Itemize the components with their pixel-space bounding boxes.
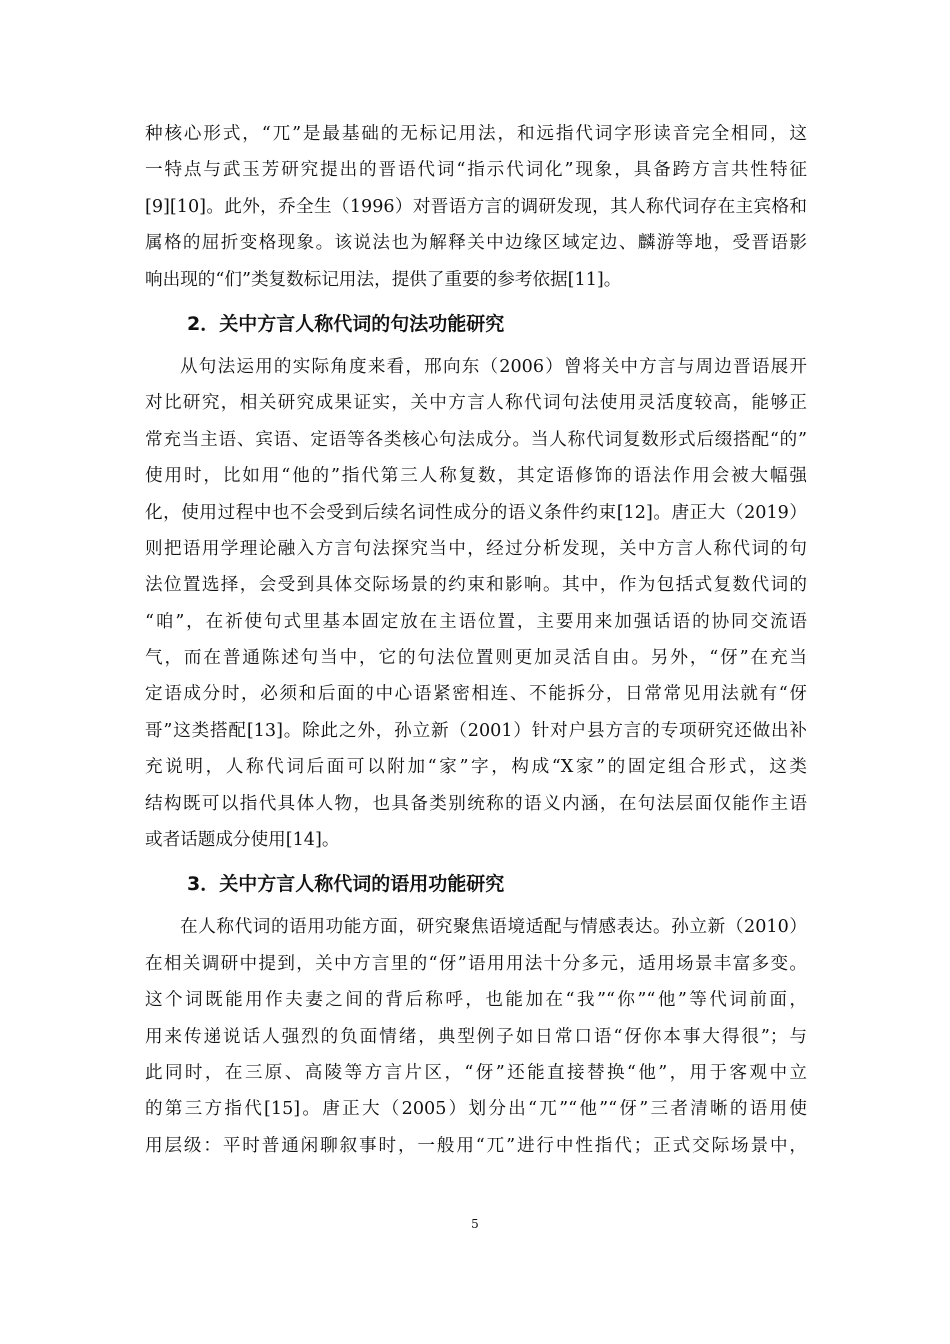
text-line: 在相关调研中提到，关中方言里的“伢”语用用法十分多元，适用场景丰富多变。	[145, 953, 807, 974]
pragmatics-paragraph	[145, 909, 807, 1164]
text-line: 或者话题成分使用[14]。	[145, 830, 340, 851]
text-line: 从句法运用的实际角度来看，邢向东（2006）曾将关中方言与周边晋语展开	[180, 356, 807, 377]
text-line: 定语成分时，必须和后面的中心语紧密相连、不能拆分，日常常见用法就有“伢	[145, 684, 807, 705]
intro-paragraph	[145, 116, 807, 298]
text-line: 法位置选择，会受到具体交际场景的约束和影响。其中，作为包括式复数代词的	[145, 575, 807, 596]
page-number: 5	[471, 1217, 479, 1231]
text-line: 用层级：平时普通闲聊叙事时，一般用“兀”进行中性指代；正式交际场景中，	[145, 1135, 807, 1156]
text-line: 一特点与武玉芳研究提出的晋语代词“指示代词化”现象，具备跨方言共性特征	[145, 160, 807, 181]
text-line: 响出现的“们”类复数标记用法，提供了重要的参考依据[11]。	[145, 269, 622, 290]
text-line: 充说明，人称代词后面可以附加“家”字，构成“X家”的固定组合形式，这类	[145, 757, 807, 778]
text-line: 对比研究，相关研究成果证实，关中方言人称代词句法使用灵活度较高，能够正	[145, 393, 807, 414]
text-line: 在人称代词的语用功能方面，研究聚焦语境适配与情感表达。孙立新（2010）	[180, 917, 807, 938]
text-line: 气，而在普通陈述句当中，它的句法位置则更加灵活自由。另外，“伢”在充当	[145, 648, 807, 669]
text-line: 的第三方指代[15]。唐正大（2005）划分出“兀”“他”“伢”三者清晰的语用使	[145, 1099, 807, 1120]
text-line: 种核心形式，“兀”是最基础的无标记用法，和远指代词字形读音完全相同，这	[145, 124, 807, 144]
text-line: 属格的屈折变格现象。该说法也为解释关中边缘区域定边、麟游等地，受晋语影	[145, 233, 807, 254]
section-heading-pragmatics: 3．关中方言人称代词的语用功能研究	[187, 873, 505, 896]
text-line: 常充当主语、宾语、定语等各类核心句法成分。当人称代词复数形式后缀搭配“的”	[145, 429, 807, 450]
section-heading-syntax: 2．关中方言人称代词的句法功能研究	[187, 312, 505, 335]
text-line: 这个词既能用作夫妻之间的背后称呼，也能加在“我”“你”“他”等代词前面，	[145, 990, 807, 1011]
page-content	[145, 116, 807, 1164]
syntax-paragraph	[145, 349, 807, 858]
text-line: 使用时，比如用“他的”指代第三人称复数，其定语修饰的语法作用会被大幅强	[145, 466, 807, 487]
text-line: 结构既可以指代具体人物，也具备类别统称的语义内涵，在句法层面仅能作主语	[145, 793, 807, 814]
text-line: 用来传递说话人强烈的负面情绪，典型例子如日常口语“伢你本事大得很”；与	[145, 1026, 807, 1047]
text-line: 哥”这类搭配[13]。除此之外，孙立新（2001）针对户县方言的专项研究还做出补	[145, 720, 807, 741]
text-line: 则把语用学理论融入方言句法探究当中，经过分析发现，关中方言人称代词的句	[145, 538, 807, 559]
text-line: “咱”，在祈使句式里基本固定放在主语位置，主要用来加强话语的协同交流语	[145, 611, 807, 632]
text-line: [9][10]。此外，乔全生（1996）对晋语方言的调研发现，其人称代词存在主宾格和	[145, 196, 807, 217]
text-line: 此同时，在三原、高陵等方言片区，“伢”还能直接替换“他”，用于客观中立	[145, 1062, 807, 1083]
text-line: 化，使用过程中也不会受到后续名词性成分的语义条件约束[12]。唐正大（2019）	[145, 502, 807, 523]
